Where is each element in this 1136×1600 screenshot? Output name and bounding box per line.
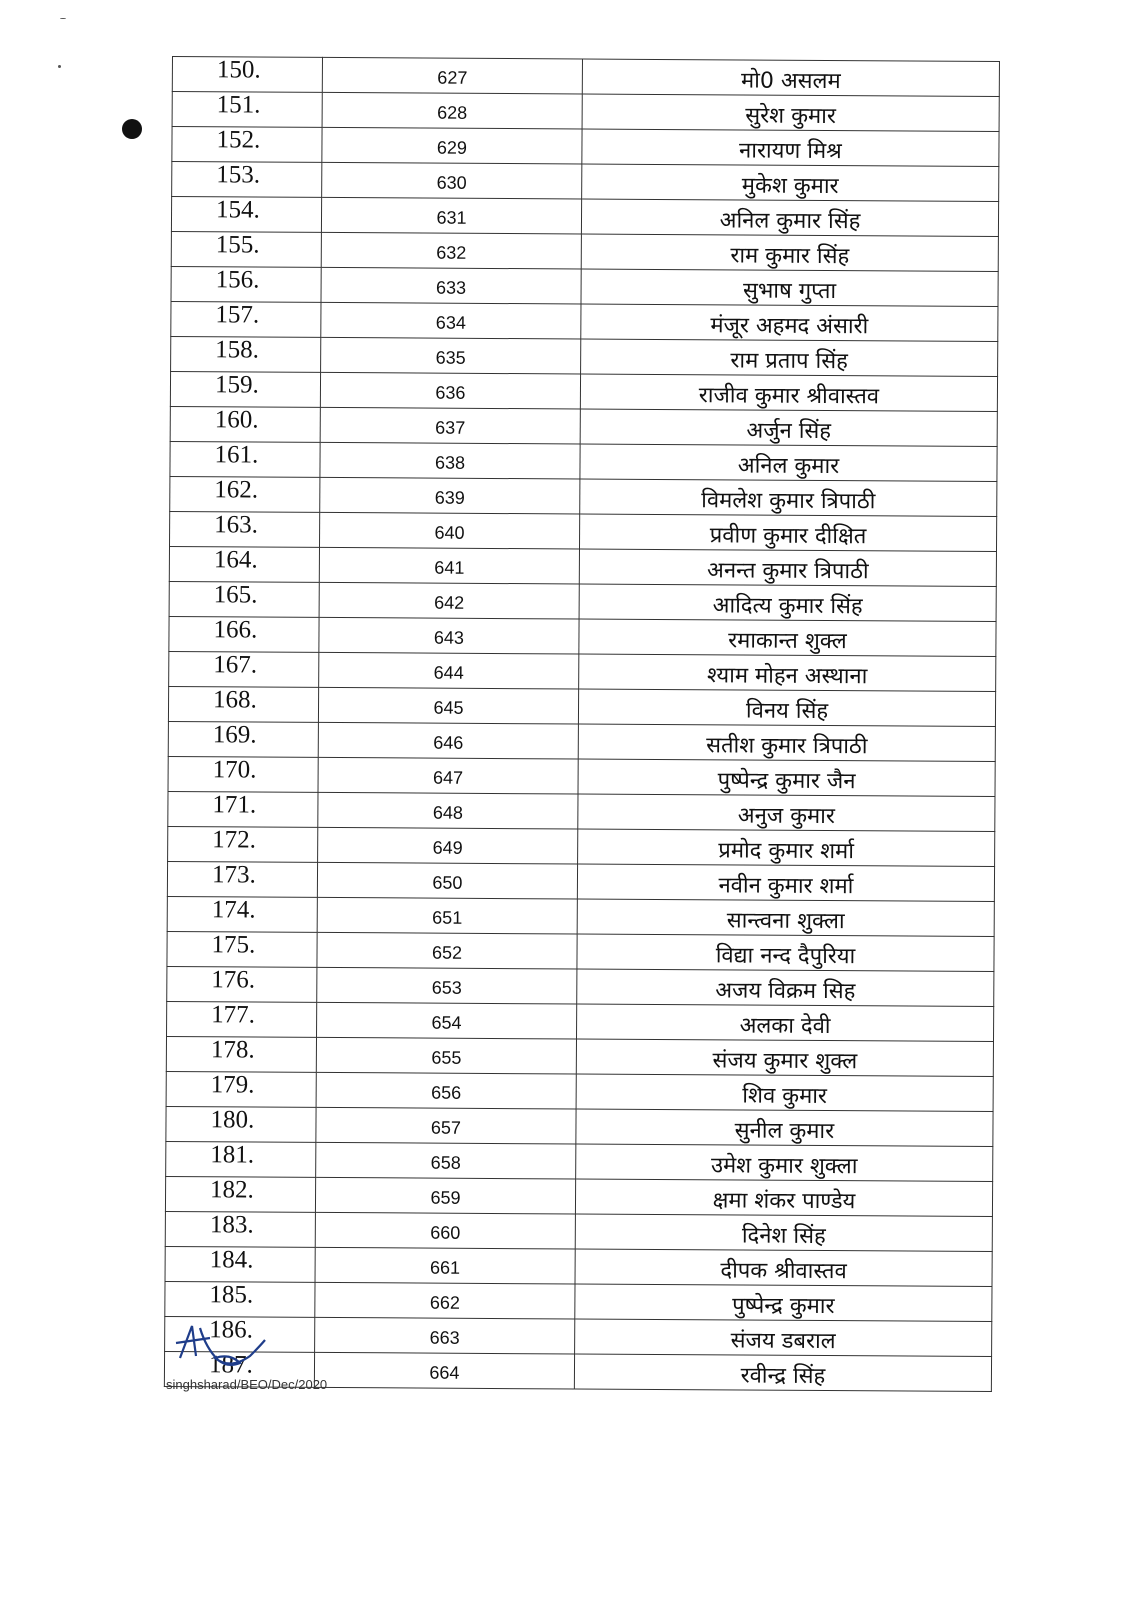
table-row (166, 1141, 993, 1181)
table-row (168, 756, 995, 796)
roll-number: 644 (319, 652, 579, 689)
table-row (169, 581, 996, 621)
roll-number: 642 (319, 582, 579, 619)
table-row (171, 266, 998, 306)
table-row (169, 616, 996, 656)
person-name: दीपक श्रीवास्तव (575, 1249, 992, 1287)
person-name: अनुज कुमार (578, 794, 995, 832)
serial-number: 150. (172, 57, 322, 93)
serial-number: 169. (168, 721, 318, 757)
person-name: शिव कुमार (576, 1074, 993, 1112)
roll-number: 650 (317, 862, 577, 899)
serial-number: 168. (168, 686, 318, 722)
roll-number: 634 (321, 302, 581, 339)
table-row (165, 1246, 992, 1286)
person-name: अनन्त कुमार त्रिपाठी (579, 549, 996, 587)
serial-number: 181. (166, 1141, 316, 1177)
person-name: नारायण मिश्र (582, 129, 999, 167)
table-row (165, 1176, 992, 1216)
table-row (165, 1316, 992, 1356)
roll-number: 637 (320, 407, 580, 444)
serial-number: 154. (171, 197, 321, 233)
serial-number: 171. (168, 791, 318, 827)
table-row (166, 1036, 993, 1076)
roll-number: 646 (318, 722, 578, 759)
roll-number: 662 (315, 1282, 575, 1319)
table-row (165, 1281, 992, 1321)
serial-number: 156. (171, 266, 321, 302)
roll-number: 632 (321, 232, 581, 269)
serial-number: 170. (168, 756, 318, 792)
person-name: अजय विक्रम सिह (577, 969, 994, 1007)
roll-number: 656 (316, 1072, 576, 1109)
person-name: प्रमोद कुमार शर्मा (578, 829, 995, 867)
person-name: रवीन्द्र सिंह (574, 1354, 991, 1392)
person-name: सतीश कुमार त्रिपाठी (578, 724, 995, 762)
person-name: मुकेश कुमार (582, 164, 999, 202)
serial-number: 173. (167, 861, 317, 897)
roll-number: 660 (315, 1212, 575, 1249)
person-name: अर्जुन सिंह (580, 409, 997, 447)
roll-number: 659 (315, 1177, 575, 1214)
table-row (171, 197, 998, 237)
roll-number: 647 (318, 757, 578, 794)
roll-number: 648 (318, 792, 578, 829)
person-name: विमलेश कुमार त्रिपाठी (580, 479, 997, 517)
person-name: अनिल कुमार सिंह (581, 199, 998, 237)
serial-number: 186. (165, 1316, 315, 1352)
roll-number: 628 (322, 92, 582, 129)
signature-scribble (170, 1318, 280, 1378)
person-name: सान्त्वना शुक्ला (577, 899, 994, 937)
person-name: उमेश कुमार शुक्ला (576, 1144, 993, 1182)
person-name: राम कुमार सिंह (581, 234, 998, 272)
table-row (170, 476, 997, 516)
roll-number: 645 (318, 687, 578, 724)
roll-number: 638 (320, 442, 580, 479)
table-row (169, 546, 996, 586)
serial-number: 167. (169, 651, 319, 687)
table-row (167, 861, 994, 901)
table-row (167, 896, 994, 936)
roll-number: 655 (316, 1037, 576, 1074)
roll-number: 654 (317, 1002, 577, 1039)
table-row (166, 1071, 993, 1111)
roll-number: 661 (315, 1247, 575, 1284)
serial-number: 172. (168, 826, 318, 862)
serial-number: 165. (169, 581, 319, 617)
serial-number: 162. (170, 476, 320, 512)
table-row (165, 1211, 992, 1251)
person-name: अनिल कुमार (580, 444, 997, 482)
roll-number: 633 (321, 267, 581, 304)
table-row (168, 721, 995, 761)
person-name: क्षमा शंकर पाण्डेय (575, 1179, 992, 1217)
roll-number: 649 (318, 827, 578, 864)
roll-number: 640 (320, 512, 580, 549)
roll-number: 631 (321, 197, 581, 234)
person-name: रमाकान्त शुक्ल (579, 619, 996, 657)
person-name: अलका देवी (577, 1004, 994, 1042)
person-name: श्याम मोहन अस्थाना (579, 654, 996, 692)
roll-number: 643 (319, 617, 579, 654)
table-row (168, 791, 995, 831)
person-name: पुष्पेन्द्र कुमार (575, 1284, 992, 1322)
serial-number: 155. (171, 231, 321, 267)
serial-number: 151. (172, 92, 322, 128)
person-name: दिनेश सिंह (575, 1214, 992, 1252)
roll-number: 652 (317, 932, 577, 969)
serial-number: 178. (166, 1036, 316, 1072)
table-row (166, 1106, 993, 1146)
roll-number: 651 (317, 897, 577, 934)
roll-number: 664 (314, 1352, 574, 1389)
person-name: पुष्पेन्द्र कुमार जैन (578, 759, 995, 797)
person-name: विद्या नन्द दैपुरिया (577, 934, 994, 972)
serial-number: 174. (167, 896, 317, 932)
serial-number: 184. (165, 1246, 315, 1282)
serial-number: 179. (166, 1071, 316, 1107)
serial-number: 153. (172, 162, 322, 198)
serial-number: 187. (164, 1351, 314, 1387)
serial-number: 185. (165, 1281, 315, 1317)
person-name: संजय कुमार शुक्ल (576, 1039, 993, 1077)
person-name: राम प्रताप सिंह (581, 339, 998, 377)
table-body (164, 57, 999, 1392)
person-name: विनय सिंह (578, 689, 995, 727)
person-name: मंजूर अहमद अंसारी (581, 304, 998, 342)
serial-number: 158. (171, 336, 321, 372)
serial-number: 163. (170, 511, 320, 547)
serial-number: 161. (170, 441, 320, 477)
table-row (169, 651, 996, 691)
roll-number: 630 (322, 162, 582, 199)
table-row (171, 231, 998, 271)
table-row (171, 301, 998, 341)
roll-number: 639 (320, 477, 580, 514)
roll-number: 663 (315, 1317, 575, 1354)
serial-number: 152. (172, 127, 322, 163)
roll-number: 636 (320, 372, 580, 409)
table-row (168, 826, 995, 866)
person-name: सुनील कुमार (576, 1109, 993, 1147)
serial-number: 180. (166, 1106, 316, 1142)
serial-number: 157. (171, 301, 321, 337)
roll-number: 658 (316, 1142, 576, 1179)
person-name: संजय डबराल (575, 1319, 992, 1357)
serial-number: 177. (167, 1001, 317, 1037)
serial-number: 175. (167, 931, 317, 967)
person-name: मो0 असलम (582, 59, 999, 97)
table-row (170, 371, 997, 411)
person-name: नवीन कुमार शर्मा (577, 864, 994, 902)
serial-number: 183. (165, 1211, 315, 1247)
table-row (170, 441, 997, 481)
table-row (172, 162, 999, 202)
table-row (171, 336, 998, 376)
table-row (172, 127, 999, 167)
name-list-table (164, 56, 1000, 1392)
scan-speck (60, 18, 66, 19)
table-row (172, 57, 999, 97)
serial-number: 160. (170, 406, 320, 442)
person-name: राजीव कुमार श्रीवास्तव (580, 374, 997, 412)
roll-number: 657 (316, 1107, 576, 1144)
roll-number: 653 (317, 967, 577, 1004)
table-row (170, 511, 997, 551)
person-name: सुभाष गुप्ता (581, 269, 998, 307)
table-row (167, 1001, 994, 1041)
person-name: प्रवीण कुमार दीक्षित (579, 514, 996, 552)
person-name: आदित्य कुमार सिंह (579, 584, 996, 622)
table-row (167, 966, 994, 1006)
table-row (168, 686, 995, 726)
scan-speck (58, 65, 61, 68)
table-row (172, 92, 999, 132)
punch-hole-mark (122, 119, 142, 139)
serial-number: 166. (169, 616, 319, 652)
serial-number: 176. (167, 966, 317, 1002)
roll-number: 635 (321, 337, 581, 374)
table-row (167, 931, 994, 971)
person-name: सुरेश कुमार (582, 94, 999, 132)
serial-number: 159. (170, 371, 320, 407)
signature-text: singhsharad/BEO/Dec/2020 (166, 1377, 328, 1392)
roll-number: 641 (319, 547, 579, 584)
serial-number: 164. (169, 546, 319, 582)
table-row (170, 406, 997, 446)
roll-number: 629 (322, 127, 582, 164)
roll-number: 627 (322, 57, 582, 94)
serial-number: 182. (165, 1176, 315, 1212)
